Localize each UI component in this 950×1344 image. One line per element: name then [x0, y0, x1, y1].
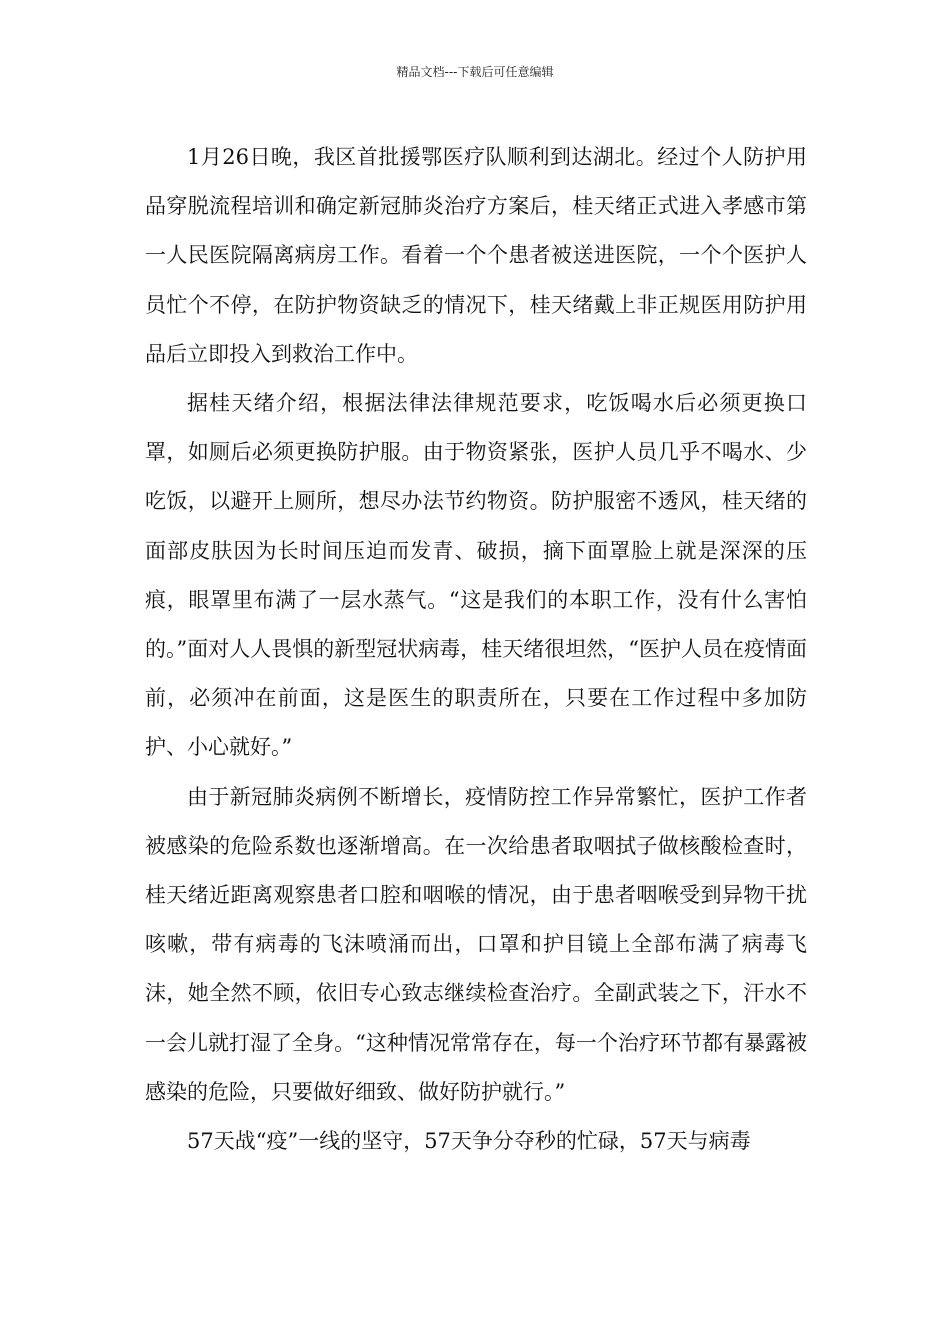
- paragraph-2: 据桂天绪介绍，根据法律法律规范要求，吃饭喝水后必须更换口罩，如厕后必须更换防护服。由于物资紧张，医护人员几乎不喝水、少吃饭，以避开上厕所，想尽办法节约物资。防护服密不透风，桂天绪的面部皮肤因为长时间压迫而发青、破损，摘下面罩脸上就是深深的压痕，眼罩里布满了一层水蒸气。“这是我们的本职工作，没有什么害怕的。”面对人人畏惧的新型冠状病毒，桂天绪很坦然，“医护人员在疫情面前，必须冲在前面，这是医生的职责所在，只要在工作过程中多加防护、小心就好。”: [145, 391, 807, 760]
- article-body: [145, 133, 807, 1166]
- paragraph-1: 1月26日晚，我区首批援鄂医疗队顺利到达湖北。经过个人防护用品穿脱流程培训和确定新冠肺炎治疗方案后，桂天绪正式进入孝感市第一人民医院隔离病房工作。看着一个个患者被送进医院，一个个医护人员忙个不停，在防护物资缺乏的情况下，桂天绪戴上非正规医用防护用品后立即投入到救治工作中。: [145, 145, 807, 366]
- paragraph-4: 57天战“疫”一线的坚守，57天争分夺秒的忙碌，57天与病毒: [187, 1129, 751, 1154]
- paragraph-3: 由于新冠肺炎病例不断增长，疫情防控工作异常繁忙，医护工作者被感染的危险系数也逐渐增高。在一次给患者取咽拭子做核酸检查时，桂天绪近距离观察患者口腔和咽喉的情况，由于患者咽喉受到异物干扰咳嗽，带有病毒的飞沫喷涌而出，口罩和护目镜上全部布满了病毒飞沫，她全然不顾，依旧专心致志继续检查治疗。全副武装之下，汗水不一会儿就打湿了全身。“这种情况常常存在，每一个治疗环节都有暴露被感染的危险，只要做好细致、做好防护就行。”: [145, 784, 807, 1104]
- page-header: 精品文档---下载后可任意编辑: [396, 65, 554, 79]
